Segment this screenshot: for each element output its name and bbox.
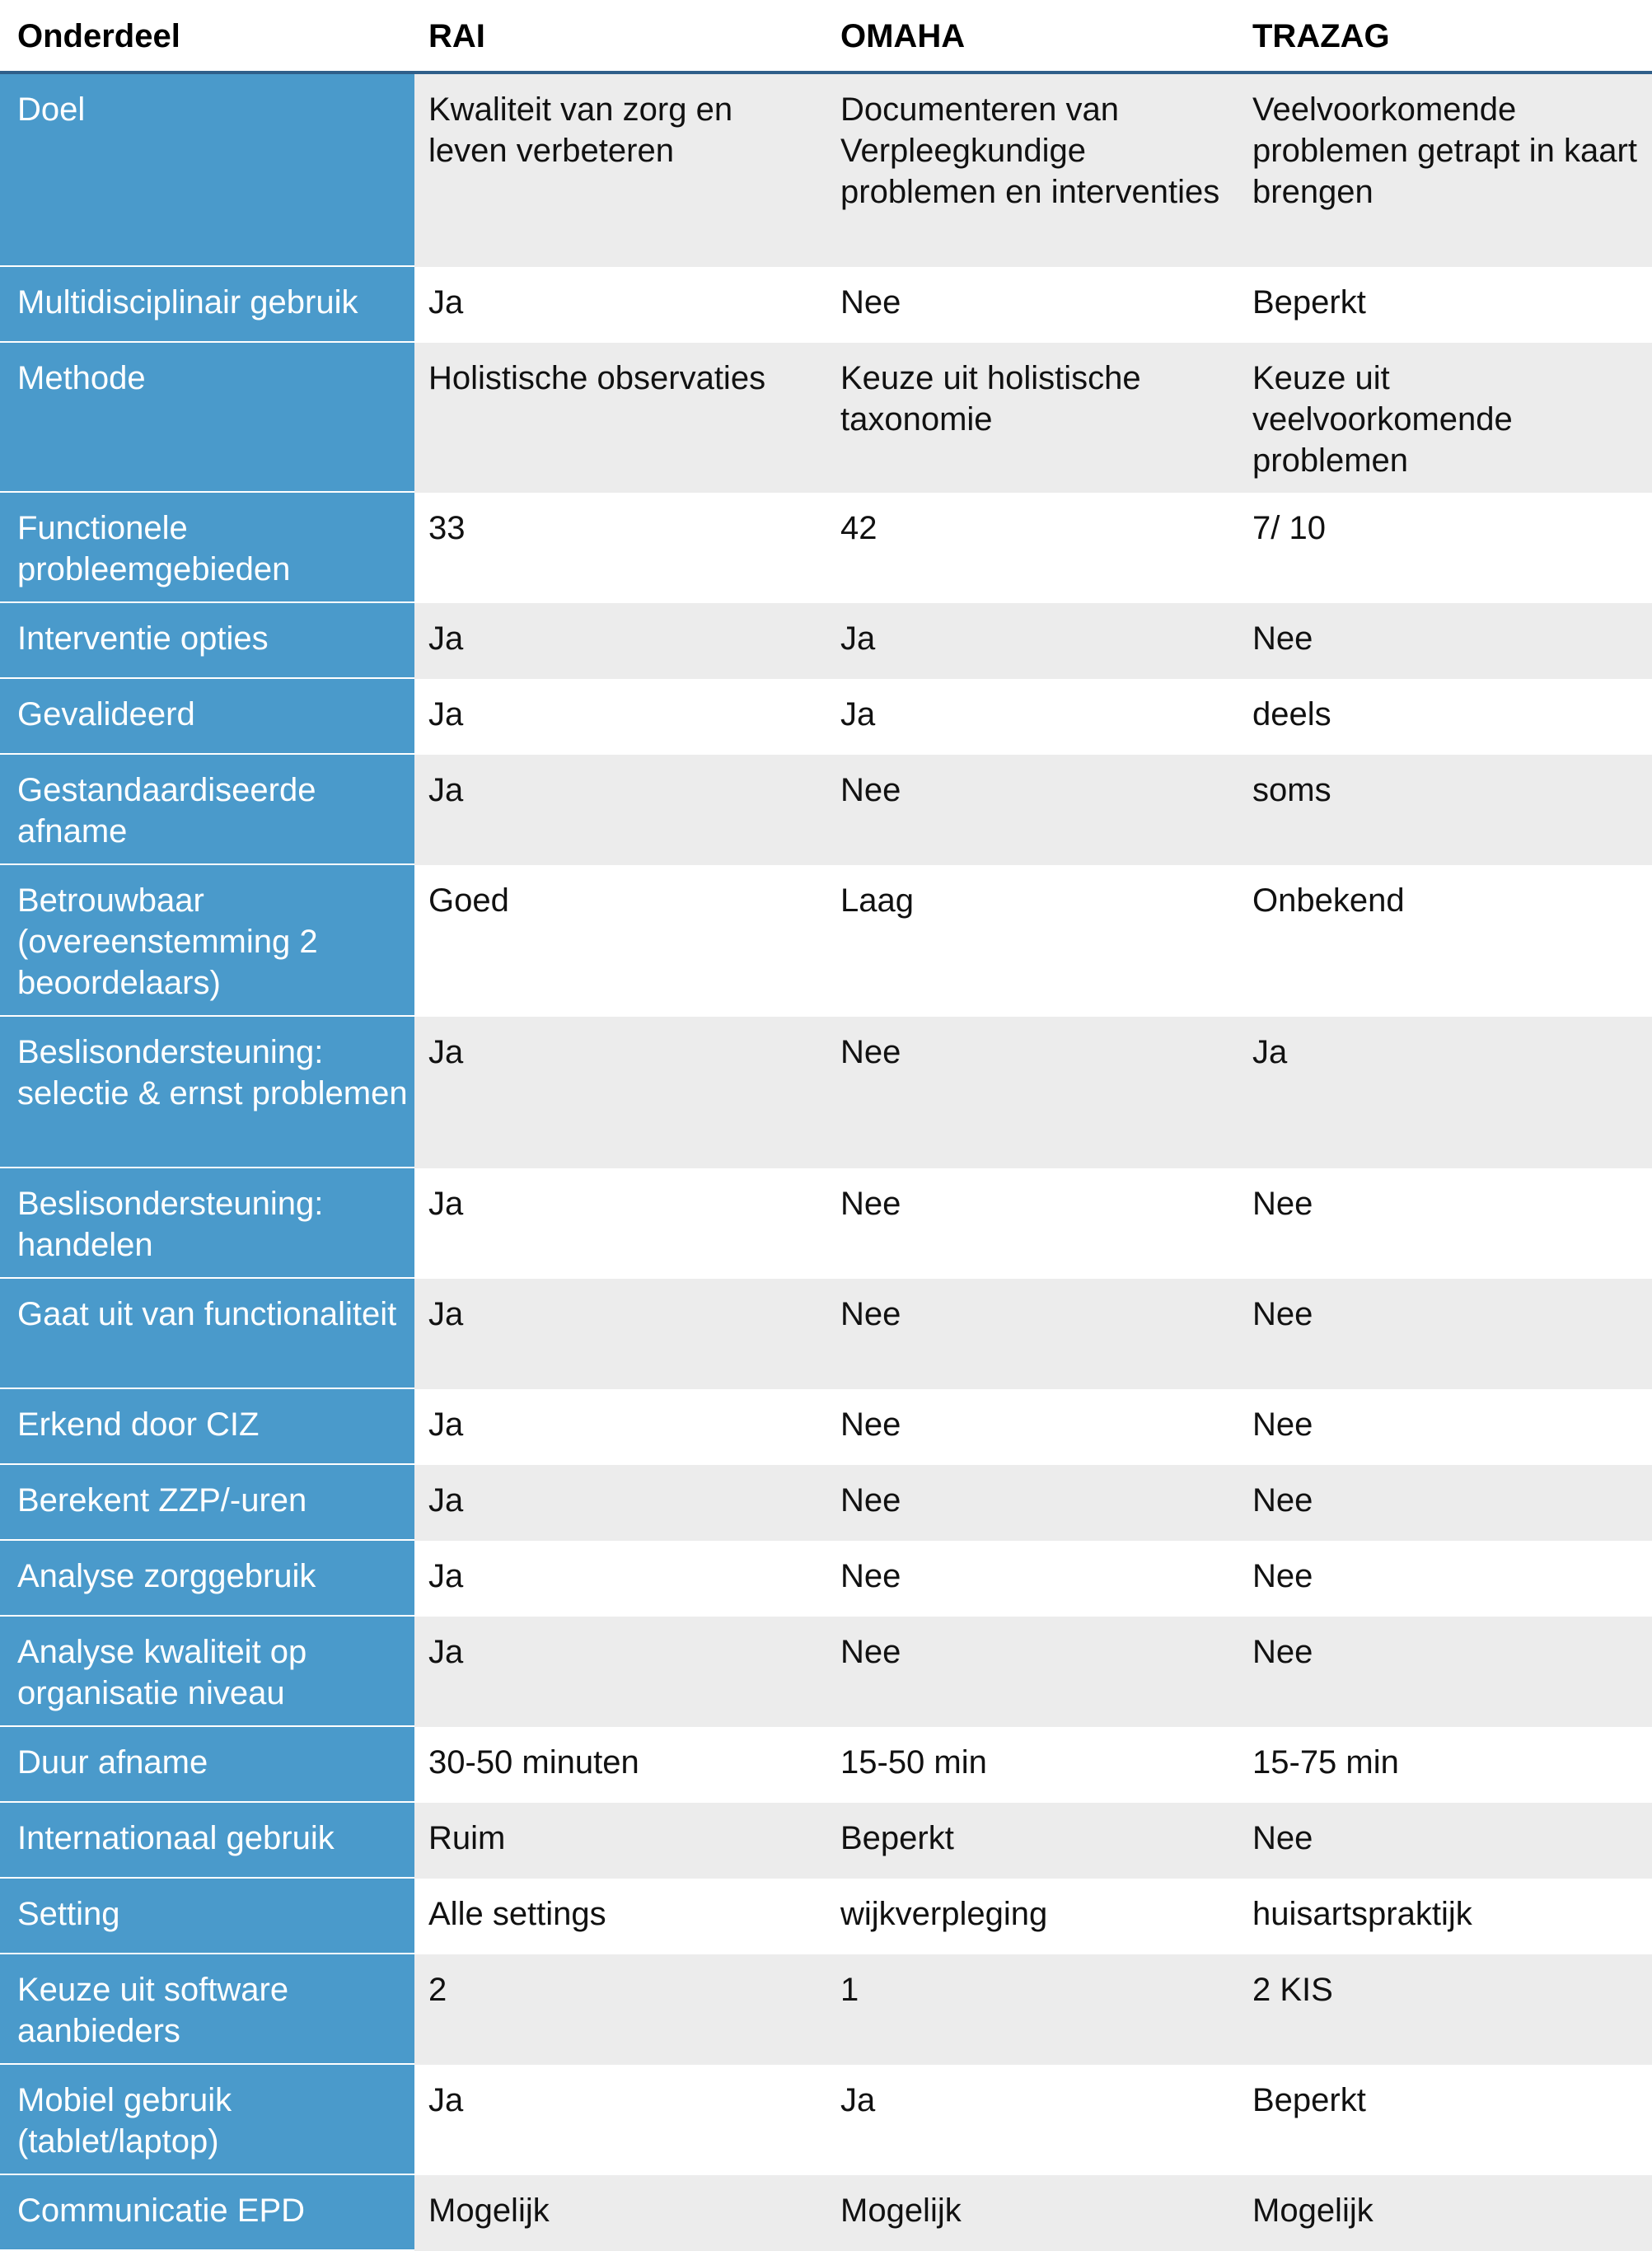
cell-trazag: Beperkt <box>1252 284 1366 321</box>
row-label: Beslisondersteuning: handelen <box>17 1186 324 1263</box>
row-label-cell <box>0 1879 414 1954</box>
table-row <box>0 1954 1652 2065</box>
row-label: Methode <box>17 360 146 396</box>
cell-rai: Holistische observaties <box>428 360 766 396</box>
row-label-cell <box>0 1168 414 1279</box>
cell-trazag: Nee <box>1252 1296 1313 1332</box>
cell-rai: Ja <box>428 1296 464 1332</box>
row-label: Analyse zorggebruik <box>17 1558 316 1594</box>
row-label: Doel <box>17 91 86 128</box>
row-label: Gevalideerd <box>17 696 195 732</box>
cell-trazag: Nee <box>1252 1186 1313 1222</box>
cell-omaha: Mogelijk <box>840 2193 962 2229</box>
row-label-cell <box>0 1954 414 2065</box>
cell-trazag: huisartspraktijk <box>1252 1896 1472 1932</box>
table-row <box>0 1617 1652 1727</box>
cell-omaha: Laag <box>840 882 914 919</box>
cell-omaha: Beperkt <box>840 1820 954 1856</box>
cell-trazag: deels <box>1252 696 1331 732</box>
cell-rai: Ja <box>428 620 464 657</box>
row-label: Internationaal gebruik <box>17 1820 335 1856</box>
cell-rai: Ja <box>428 1558 464 1594</box>
cell-omaha: wijkverpleging <box>840 1896 1048 1932</box>
cell-omaha: Nee <box>840 1406 901 1443</box>
table-row <box>0 603 1652 679</box>
row-label: Multidisciplinair gebruik <box>17 284 358 321</box>
cell-trazag: Beperkt <box>1252 2082 1366 2118</box>
row-label: Beslisondersteuning: selectie & ernst problemen <box>17 1034 408 1111</box>
row-label: Duur afname <box>17 1744 208 1781</box>
row-label-cell <box>0 74 414 267</box>
table-row <box>0 1879 1652 1954</box>
row-label-cell <box>0 1279 414 1389</box>
cell-trazag: Mogelijk <box>1252 2193 1374 2229</box>
cell-omaha: Nee <box>840 1296 901 1332</box>
table-row <box>0 679 1652 755</box>
cell-rai: Ja <box>428 772 464 808</box>
cell-rai: Kwaliteit van zorg en leven verbeteren <box>428 91 733 169</box>
row-label-cell <box>0 2175 414 2251</box>
row-label-cell <box>0 1465 414 1541</box>
row-label-cell <box>0 679 414 755</box>
cell-omaha: Nee <box>840 1558 901 1594</box>
cell-omaha: Ja <box>840 696 876 732</box>
row-label: Analyse kwaliteit op organisatie niveau <box>17 1634 307 1711</box>
cell-trazag: Nee <box>1252 1482 1313 1519</box>
table-row <box>0 493 1652 603</box>
header-omaha: OMAHA <box>840 18 966 54</box>
row-label-cell <box>0 1389 414 1465</box>
cell-trazag: Nee <box>1252 1558 1313 1594</box>
table-row <box>0 267 1652 343</box>
cell-omaha: 42 <box>840 510 877 546</box>
row-label: Functionele probleemgebieden <box>17 510 291 587</box>
cell-omaha: 1 <box>840 1972 859 2008</box>
row-label: Gaat uit van functionaliteit <box>17 1296 397 1332</box>
table-row <box>0 1541 1652 1617</box>
cell-rai: Alle settings <box>428 1896 606 1932</box>
table-body <box>0 74 1652 2251</box>
cell-trazag: Nee <box>1252 1820 1313 1856</box>
table-row <box>0 74 1652 267</box>
table-row <box>0 1279 1652 1389</box>
row-label-cell <box>0 603 414 679</box>
row-label: Erkend door CIZ <box>17 1406 260 1443</box>
cell-trazag: Keuze uit veelvoorkomende problemen <box>1252 360 1513 479</box>
cell-rai: Ja <box>428 2082 464 2118</box>
table-row <box>0 1168 1652 1279</box>
row-label-cell <box>0 1541 414 1617</box>
row-label: Berekent ZZP/-uren <box>17 1482 307 1519</box>
cell-rai: 2 <box>428 1972 447 2008</box>
cell-omaha: Nee <box>840 1186 901 1222</box>
cell-rai: 30-50 minuten <box>428 1744 639 1781</box>
cell-rai: Ja <box>428 284 464 321</box>
cell-rai: Ja <box>428 1034 464 1070</box>
cell-trazag: Nee <box>1252 1634 1313 1670</box>
cell-trazag: soms <box>1252 772 1331 808</box>
cell-trazag: Onbekend <box>1252 882 1405 919</box>
cell-trazag: 2 KIS <box>1252 1972 1333 2008</box>
table-row <box>0 865 1652 1017</box>
row-label-cell <box>0 1017 414 1168</box>
cell-omaha: Documenteren van Verpleegkundige problemen en interventies <box>840 91 1220 210</box>
cell-rai: Mogelijk <box>428 2193 550 2229</box>
cell-omaha: Ja <box>840 620 876 657</box>
row-label-cell <box>0 1617 414 1727</box>
row-label: Mobiel gebruik (tablet/laptop) <box>17 2082 232 2160</box>
row-label-cell <box>0 493 414 603</box>
header-onderdeel: Onderdeel <box>17 18 180 54</box>
row-label: Interventie opties <box>17 620 269 657</box>
row-label-cell <box>0 1727 414 1803</box>
cell-omaha: Nee <box>840 1482 901 1519</box>
table-row <box>0 1465 1652 1541</box>
table-header-row <box>0 0 1652 74</box>
cell-trazag: Ja <box>1252 1034 1288 1070</box>
cell-omaha: Nee <box>840 772 901 808</box>
row-label: Setting <box>17 1896 120 1932</box>
cell-rai: Goed <box>428 882 509 919</box>
cell-omaha: Nee <box>840 1034 901 1070</box>
cell-omaha: 15-50 min <box>840 1744 987 1781</box>
table-row <box>0 1389 1652 1465</box>
cell-trazag: Veelvoorkomende problemen getrapt in kaart brengen <box>1252 91 1637 210</box>
table-row <box>0 2175 1652 2251</box>
table-row <box>0 343 1652 493</box>
cell-trazag: Nee <box>1252 1406 1313 1443</box>
cell-rai: 33 <box>428 510 466 546</box>
table-row <box>0 755 1652 865</box>
row-label-cell <box>0 865 414 1017</box>
table-row <box>0 1727 1652 1803</box>
header-rai: RAI <box>428 18 485 54</box>
cell-rai: Ja <box>428 1634 464 1670</box>
row-label: Communicatie EPD <box>17 2193 306 2229</box>
header-trazag: TRAZAG <box>1252 18 1390 54</box>
cell-omaha: Ja <box>840 2082 876 2118</box>
row-label-cell <box>0 1803 414 1879</box>
row-label-cell <box>0 755 414 865</box>
cell-rai: Ja <box>428 1406 464 1443</box>
cell-rai: Ja <box>428 1482 464 1519</box>
row-label: Gestandaardiseerde afname <box>17 772 316 849</box>
cell-trazag: Nee <box>1252 620 1313 657</box>
table-row <box>0 1017 1652 1168</box>
cell-rai: Ja <box>428 696 464 732</box>
cell-trazag: 7/ 10 <box>1252 510 1326 546</box>
row-label-cell <box>0 343 414 493</box>
row-label-cell <box>0 267 414 343</box>
table-row <box>0 2065 1652 2175</box>
row-label: Betrouwbaar (overeenstemming 2 beoordelaars) <box>17 882 318 1001</box>
table-row <box>0 1803 1652 1879</box>
row-label: Keuze uit software aanbieders <box>17 1972 289 2049</box>
cell-omaha: Nee <box>840 1634 901 1670</box>
cell-omaha: Keuze uit holistische taxonomie <box>840 360 1141 438</box>
cell-trazag: 15-75 min <box>1252 1744 1399 1781</box>
cell-rai: Ja <box>428 1186 464 1222</box>
row-label-cell <box>0 2065 414 2175</box>
cell-omaha: Nee <box>840 284 901 321</box>
cell-rai: Ruim <box>428 1820 506 1856</box>
